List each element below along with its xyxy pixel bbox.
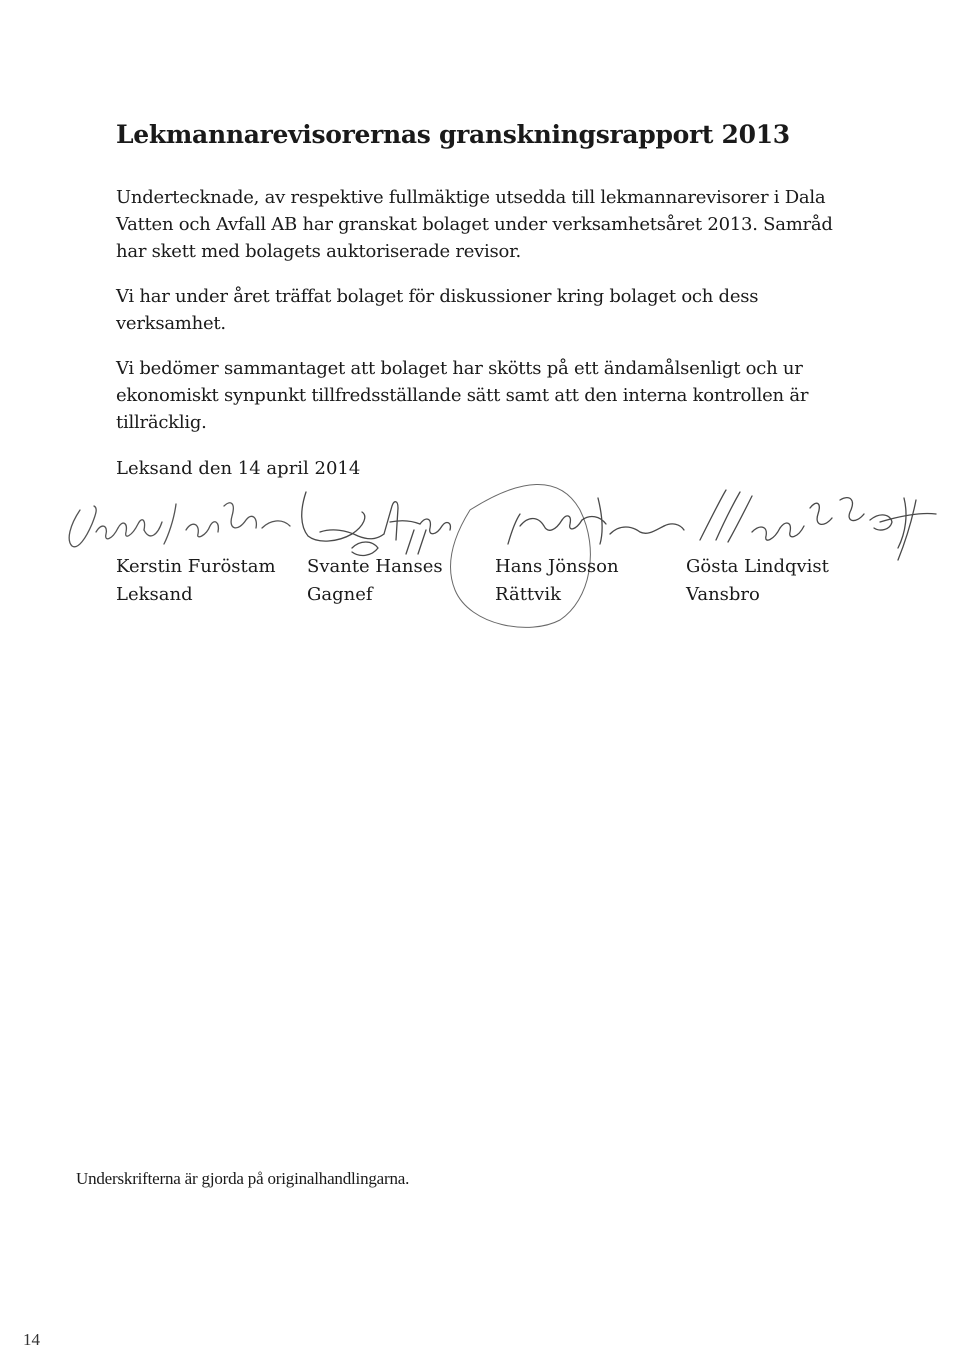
footnote: Underskrifterna är gjorda på originalhandlingarna.: [76, 1169, 410, 1188]
signatory-name: Svante Hanses: [307, 556, 443, 577]
signatory-svante-hanses: [307, 553, 443, 609]
signatory-place: Vansbro: [686, 584, 760, 605]
signatory-hans-jonsson: [495, 553, 619, 609]
signatory-kerstin-furostam: [116, 553, 276, 609]
signatory-place: Leksand: [116, 584, 193, 605]
page-number: 14: [23, 1330, 40, 1349]
signatory-place: Gagnef: [307, 584, 373, 605]
signature-gosta-lindqvist: [700, 490, 936, 560]
paragraph-review-scope: Undertecknade, av respektive fullmäktige utsedda till lekmannarevisorer i Dala Vatten och Avfall AB har granskat bolaget under verksamhetsåret 2013. Samråd har skett med bolagets auktoriserade revisor.: [116, 187, 833, 262]
signatory-name: Hans Jönsson: [495, 556, 619, 577]
paragraph-assessment: Vi bedömer sammantaget att bolaget har skötts på ett ändamålsenligt och ur ekonomiskt synpunkt tillfredsställande sätt samt att den interna kontrollen är tillräcklig.: [116, 358, 809, 433]
signatory-name: Gösta Lindqvist: [686, 556, 829, 577]
signature-svante-hanses: [302, 492, 451, 555]
signature-kerstin-furostam: [69, 503, 290, 547]
paragraph-meetings: Vi har under året träffat bolaget för diskussioner kring bolaget och dess verksamhet.: [116, 286, 759, 334]
signatory-gosta-lindqvist: [686, 553, 829, 609]
signatory-place: Rättvik: [495, 584, 561, 605]
signatory-name: Kerstin Furöstam: [116, 556, 276, 577]
place-and-date: Leksand den 14 april 2014: [116, 458, 361, 479]
signature-hans-jonsson: [508, 498, 684, 544]
page-title: Lekmannarevisorernas granskningsrapport 2013: [116, 120, 790, 149]
